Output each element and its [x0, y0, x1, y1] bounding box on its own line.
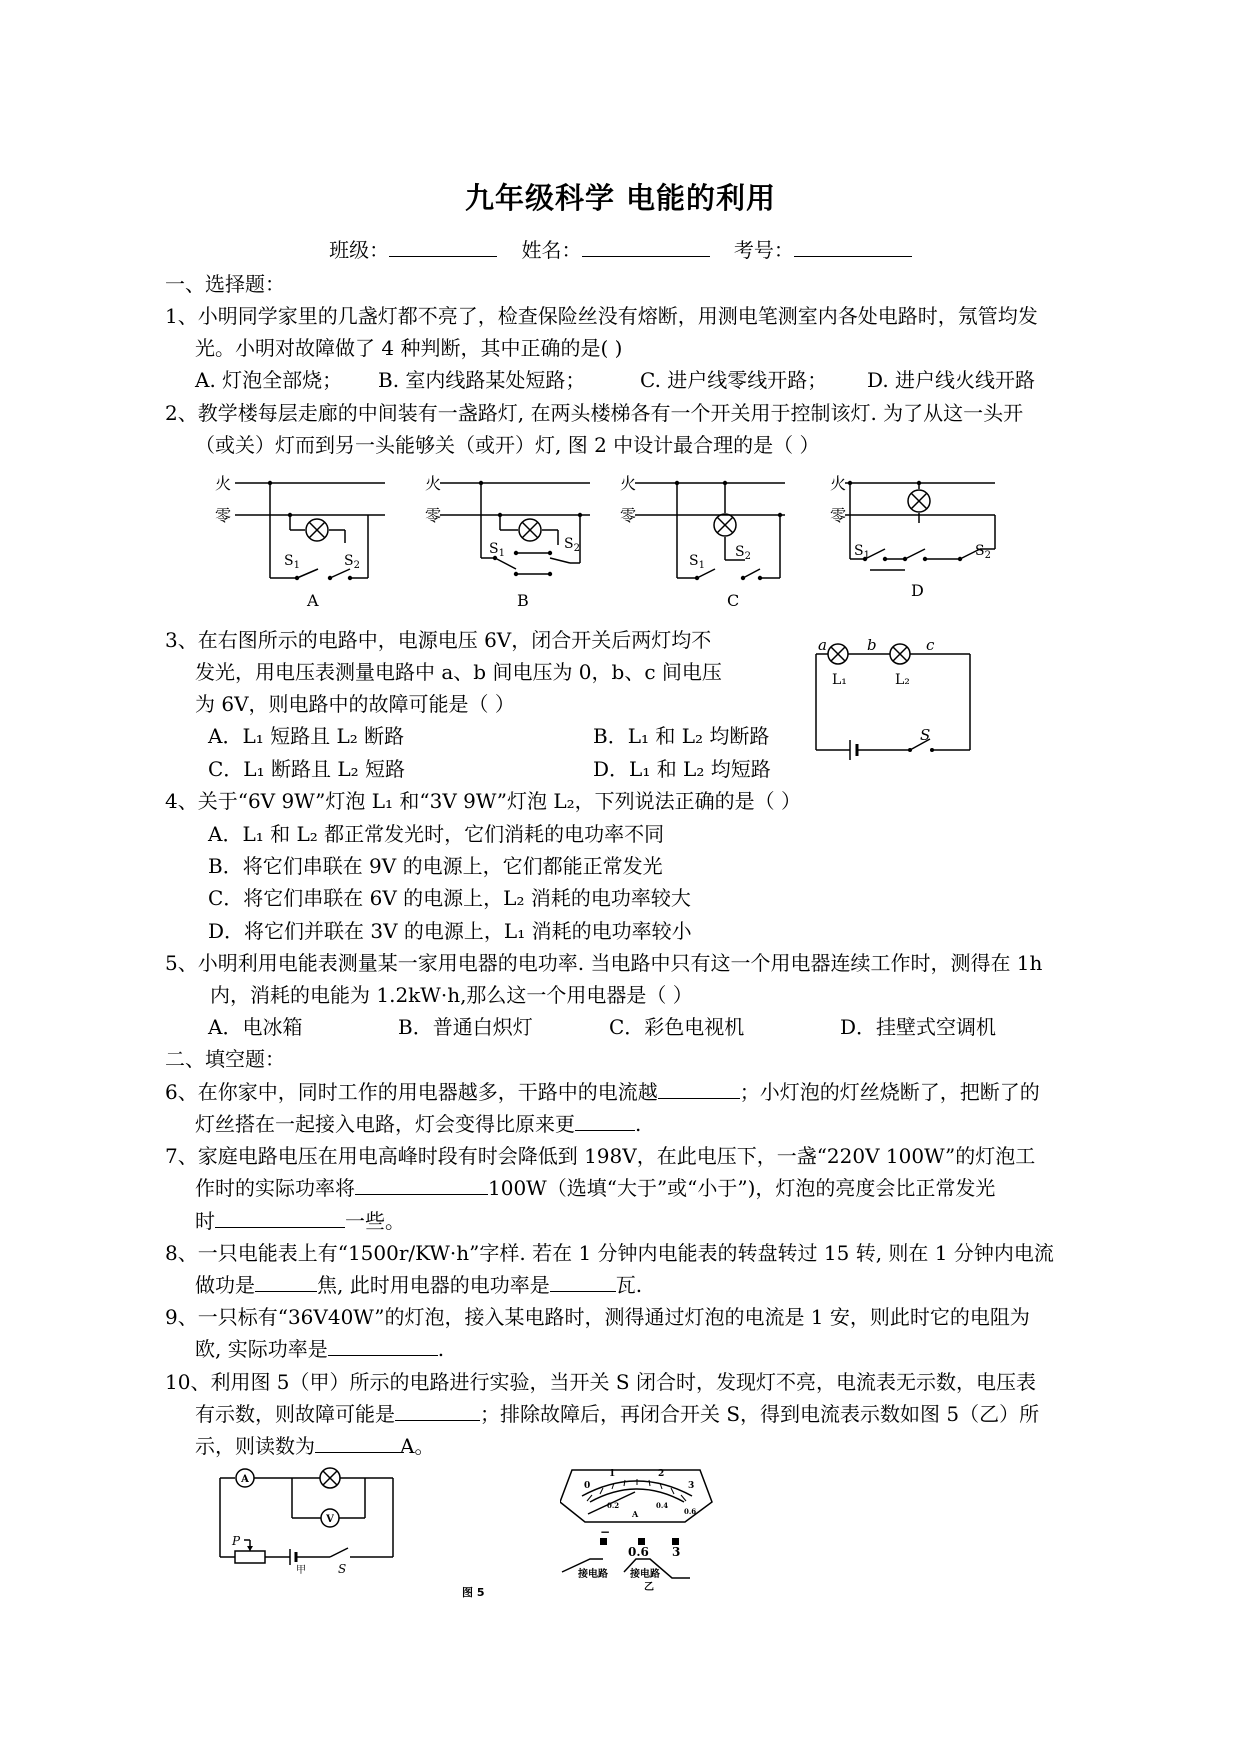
diagram-d-label: D	[911, 581, 924, 600]
q6-text-1: 6、在你家中，同时工作的用电器越多，干路中的电流越	[165, 1080, 658, 1104]
fig5-switch-label: S	[338, 1562, 347, 1574]
q7-line1: 7、家庭电路电压在用电高峰时段有时会降低到 198V，在此电压下，一盏“220V 100W”的灯泡工	[165, 1144, 1036, 1168]
q8-blank-2[interactable]	[550, 1273, 616, 1292]
q4-option-a: A．L₁ 和 L₂ 都正常发光时，它们消耗的电功率不同	[208, 822, 665, 846]
svg-text:S2: $S_2$	[735, 544, 751, 562]
diagram-c-label: C	[727, 591, 740, 610]
fig5-yi-label: 乙	[644, 1582, 654, 1593]
id-blank[interactable]	[794, 236, 912, 257]
q8-line1: 8、一只电能表上有“1500r/KW·h”字样. 若在 1 分钟内电能表的转盘转过 15 转, 则在 1 分钟内电流	[165, 1241, 1054, 1265]
q10-line1: 10、利用图 5（甲）所示的电路进行实验，当开关 S 闭合时，发现灯不亮，电流表无示数，电压表	[165, 1370, 1036, 1394]
yi-terminal-minus: −	[600, 1525, 611, 1539]
q2-circuit-figure	[200, 468, 1070, 610]
q6-blank-1[interactable]	[658, 1080, 740, 1099]
yi-scale-1: 1	[609, 1469, 616, 1479]
yi-scale-0.6: 0.6	[684, 1507, 697, 1516]
yi-connect-label-1: 接电路	[578, 1569, 608, 1580]
q7-line3	[195, 1209, 405, 1233]
q10-line2	[195, 1402, 1039, 1426]
diagram-a-zero-label: 零	[215, 506, 232, 525]
q7-blank-2[interactable]	[215, 1209, 345, 1228]
section-fill-heading: 二、填空题：	[165, 1047, 285, 1071]
yi-unit: A	[632, 1509, 639, 1519]
fig5-circuit-jia	[210, 1462, 410, 1574]
q3-point-b: b	[867, 636, 877, 654]
q3-option-d: D．L₁ 和 L₂ 均短路	[593, 757, 771, 781]
q3-point-a: a	[818, 636, 827, 654]
diagram-a-label: A	[307, 591, 319, 610]
q6-text-3: 灯丝搭在一起接入电路，灯会变得比原来更	[195, 1112, 575, 1136]
q5-option-c: C．彩色电视机	[609, 1015, 745, 1039]
q10-text-1: 有示数，则故障可能是	[195, 1402, 395, 1426]
diagram-c-fire-label: 火	[620, 474, 637, 493]
q3-point-c: c	[926, 636, 935, 654]
q3-option-c: C．L₁ 断路且 L₂ 短路	[208, 757, 405, 781]
svg-text:S1: $S_1$	[689, 553, 705, 571]
yi-scale-3: 3	[688, 1481, 695, 1491]
q2-stem-line1: 2、教学楼每层走廊的中间装有一盏路灯, 在两头楼梯各有一个开关用于控制该灯. 为了从这一头开	[165, 401, 1024, 425]
q10-line3	[195, 1434, 434, 1458]
q10-text-3: 示，则读数为	[195, 1434, 315, 1458]
class-blank[interactable]	[389, 236, 497, 257]
q3-lamp1-label: L₁	[832, 672, 847, 688]
q2-stem-line2: （或关）灯而到另一头能够关（或开）灯, 图 2 中设计最合理的是（ ）	[195, 433, 820, 457]
q3-option-b: B．L₁ 和 L₂ 均断路	[593, 724, 770, 748]
diagram-b-label: B	[517, 591, 529, 610]
q7-blank-1[interactable]	[355, 1176, 488, 1195]
q9-text-2: .	[437, 1337, 445, 1361]
fig5-ammeter-label: A	[241, 1474, 249, 1485]
q7-line2	[195, 1176, 995, 1200]
diagram-b-fire-label: 火	[425, 474, 442, 493]
svg-text:S2: $S_2$	[564, 536, 580, 554]
q7-text-1: 作时的实际功率将	[195, 1176, 355, 1200]
q8-text-2: 焦, 此时用电器的电功率是	[317, 1273, 550, 1297]
svg-text:S1: $S_1$	[489, 541, 505, 559]
yi-terminal-0.6: 0.6	[628, 1545, 649, 1559]
q9-blank-1[interactable]	[328, 1337, 438, 1356]
q1-stem-line1: 1、小明同学家里的几盏灯都不亮了，检查保险丝没有熔断，用测电笔测室内各处电路时，氖管均发	[165, 304, 1038, 328]
diagram-b-zero-label: 零	[425, 506, 442, 525]
q6-line2	[195, 1112, 641, 1136]
id-label: 考号：	[733, 238, 794, 262]
q3-stem-line2: 发光，用电压表测量电路中 a、b 间电压为 0，b、c 间电压	[195, 660, 722, 684]
yi-terminal-3: 3	[672, 1545, 681, 1559]
q4-option-c: C．将它们串联在 6V 的电源上，L₂ 消耗的电功率较大	[208, 886, 691, 910]
q8-line2	[195, 1273, 642, 1297]
yi-connect-label-2: 接电路	[630, 1569, 660, 1580]
fig5-voltmeter-label: V	[326, 1514, 334, 1525]
class-label: 班级：	[329, 238, 390, 262]
q3-stem-line1: 3、在右图所示的电路中，电源电压 6V，闭合开关后两灯均不	[165, 628, 712, 652]
diagram-d-fire-label: 火	[830, 474, 847, 493]
q3-switch-label: S	[920, 726, 931, 744]
yi-scale-0.2: 0.2	[607, 1501, 620, 1510]
svg-text:S1: $S_1$	[854, 543, 870, 561]
q6-line1	[165, 1080, 1040, 1104]
q4-option-d: D．将它们并联在 3V 的电源上，L₁ 消耗的电功率较小	[208, 919, 692, 943]
svg-text:S2: $S_2$	[344, 553, 360, 571]
q10-text-2: ；排除故障后，再闭合开关 S，得到电流表示数如图 5（乙）所	[480, 1402, 1040, 1426]
fig5-ammeter-yi	[560, 1462, 730, 1594]
name-label: 姓名：	[521, 238, 582, 262]
q5-stem-line1: 5、小明利用电能表测量某一家用电器的电功率. 当电路中只有这一个用电器连续工作时，测得在 1h	[165, 951, 1043, 975]
q1-option-d: D. 进户线火线开路	[867, 368, 1036, 392]
q7-text-3: 时	[195, 1209, 215, 1233]
q10-text-4: A。	[400, 1434, 435, 1458]
q6-text-4: .	[635, 1112, 642, 1136]
q7-text-4: 一些。	[345, 1209, 405, 1233]
q3-lamp2-label: L₂	[895, 672, 910, 688]
q5-stem-line2: 内，消耗的电能为 1.2kW·h,那么这一个用电器是（ ）	[210, 983, 693, 1007]
q9-line2	[195, 1337, 444, 1361]
q3-stem-line3: 为 6V，则电路中的故障可能是（ ）	[195, 692, 515, 716]
fig5-slider-label: P	[232, 1534, 241, 1548]
yi-scale-2: 2	[658, 1469, 665, 1479]
q7-text-2: 100W（选填“大于”或“小于”)，灯泡的亮度会比正常发光	[488, 1176, 996, 1200]
q8-text-3: 瓦.	[615, 1273, 643, 1297]
q6-blank-2[interactable]	[575, 1112, 635, 1131]
q10-blank-1[interactable]	[395, 1402, 480, 1421]
q5-option-a: A．电冰箱	[208, 1015, 303, 1039]
q8-text-1: 做功是	[195, 1273, 255, 1297]
svg-text:S2: $S_2$	[975, 543, 991, 561]
diagram-a-fire-label: 火	[215, 474, 232, 493]
yi-scale-0.4: 0.4	[656, 1501, 669, 1510]
yi-scale-0: 0	[584, 1481, 591, 1491]
q9-text-1: 欧, 实际功率是	[195, 1337, 328, 1361]
diagram-d-zero-label: 零	[830, 506, 847, 525]
q9-line1: 9、一只标有“36V40W”的灯泡，接入某电路时，测得通过灯泡的电流是 1 安，则此时它的电阻为	[165, 1305, 1030, 1329]
fig5-jia-label: 甲	[296, 1565, 306, 1574]
q5-option-b: B．普通白炽灯	[398, 1015, 533, 1039]
q5-option-d: D．挂壁式空调机	[840, 1015, 997, 1039]
q4-option-b: B．将它们串联在 9V 的电源上，它们都能正常发光	[208, 854, 663, 878]
q3-circuit-figure	[810, 632, 980, 767]
q3-option-a: A．L₁ 短路且 L₂ 断路	[208, 724, 405, 748]
section-choice-heading: 一、选择题：	[165, 272, 285, 296]
q1-option-a: A. 灯泡全部烧；	[195, 368, 343, 392]
q8-blank-1[interactable]	[255, 1273, 317, 1292]
page-title: 九年级科学 电能的利用	[464, 181, 777, 215]
diagram-c-zero-label: 零	[620, 506, 637, 525]
student-info-row	[0, 234, 1241, 263]
fig5-caption: 图 5	[462, 1586, 485, 1599]
q6-text-2: ；小灯泡的灯丝烧断了，把断了的	[739, 1080, 1040, 1104]
q4-stem: 4、关于“6V 9W”灯泡 L₁ 和“3V 9W”灯泡 L₂，下列说法正确的是（ ）	[165, 789, 802, 813]
q10-blank-2[interactable]	[315, 1434, 400, 1453]
q1-option-c: C. 进户线零线开路；	[640, 368, 828, 392]
q1-option-b: B. 室内线路某处短路；	[378, 368, 586, 392]
name-blank[interactable]	[582, 236, 710, 257]
q1-stem-line2: 光。小明对故障做了 4 种判断，其中正确的是( )	[195, 336, 623, 360]
svg-text:S1: $S_1$	[284, 553, 300, 571]
